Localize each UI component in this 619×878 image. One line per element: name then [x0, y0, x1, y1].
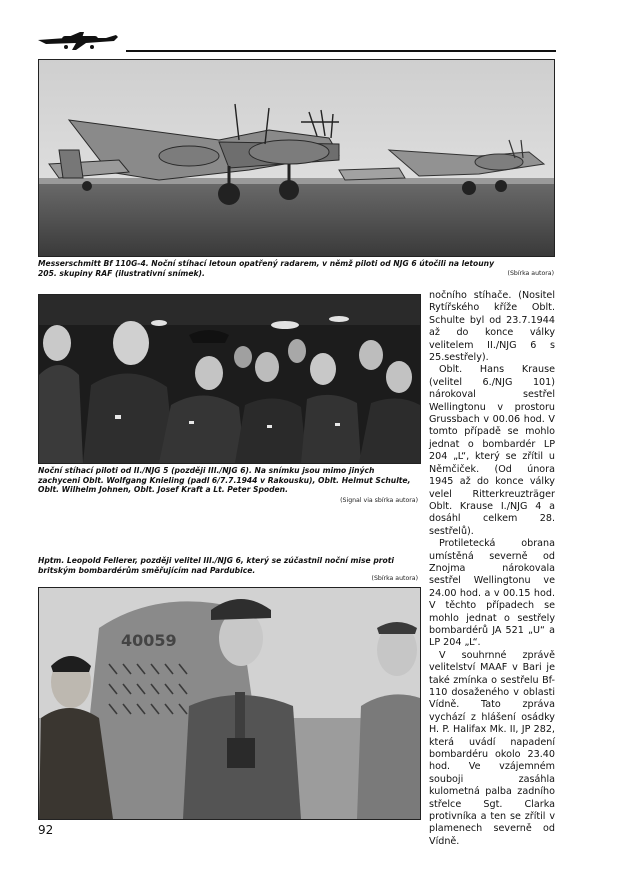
- body-paragraph: Protiletecká obrana umístěná severně od Znojma nárokovala sestřel Wellingtonu ve 24.00 hod. a v 00.15 hod. V těchto případech se mohlo jednat o sestřely bombardérů JA 521 „U“ a LP 204 „L“.: [429, 538, 555, 649]
- body-paragraph: V souhrnné zprávě velitelství MAAF v Bari je také zmínka o sestřelu Bf-110 dosaženého v oblasti Vídně. Tato zpráva vychází z hlášení osádky H. P. Halifax Mk. II, JP 282, která uvádí napadení bombardéru okolo 23.40 hod. Ve vzájemném souboji zasáhla kulometná palba zadního střelce Sgt. Clarka protivníka a ten se zřítil v plamenech severně od Vídně.: [429, 649, 555, 847]
- photo1-credit: (Sbírka autora): [507, 270, 554, 277]
- body-text-column: [429, 290, 555, 848]
- photo-night-fighter-pilots: [38, 294, 421, 464]
- photo-leopold-fellerer: [38, 587, 421, 820]
- photo-bf110-aircraft: [38, 59, 555, 257]
- photo1-caption: Messerschmitt Bf 110G-4. Noční stíhací letoun opatřený radarem, v němž piloti od NJG 6 útočili na letouny 205. skupiny RAF (ilustrativní snímek).: [38, 259, 495, 278]
- photo2-caption: Noční stíhací piloti od II./NJG 5 (později III./NJG 6). Na snímku jsou mimo jiných zachyceni Oblt. Wolfgang Knieling (padl 6/7.7.1944 v Rakousku), Oblt. Helmut Schulte, Oblt. Wilhelm Johnen, Oblt. Josef Kraft a Lt. Peter Spoden.: [38, 466, 411, 495]
- photo3-caption: Hptm. Leopold Fellerer, později velitel III./NJG 6, který se zúčastnil noční mise proti britským bombardérům směřujícím nad Pardubice.: [38, 556, 394, 575]
- photo2-credit: (Signal via sbírka autora): [340, 497, 418, 504]
- body-paragraph: nočního stíhače. (Nositel Rytířského kříže Oblt. Schulte byl od 23.7.1944 až do konce války velitelem II./NJG 6 s 25.sestřely).: [429, 290, 555, 364]
- aircraft-logo-icon: [36, 24, 120, 54]
- photo3-credit: (Sbírka autora): [371, 575, 418, 582]
- tail-number: 40059: [121, 631, 177, 650]
- page-number: 92: [38, 823, 54, 837]
- body-paragraph: Oblt. Hans Krause (velitel 6./NJG 101) nárokoval sestřel Wellingtonu v prostoru Grussbach v 00.06 hod. V tomto případě se mohlo jednat o bombardér LP 204 „L“, který se zřítil u Němčiček. (Od února 1945 až do konce války velel Ritterkreuzträger Oblt. Krause I./NJG 4 a dosáhl celkem 28. sestřelů).: [429, 364, 555, 537]
- header-rule: [126, 50, 556, 52]
